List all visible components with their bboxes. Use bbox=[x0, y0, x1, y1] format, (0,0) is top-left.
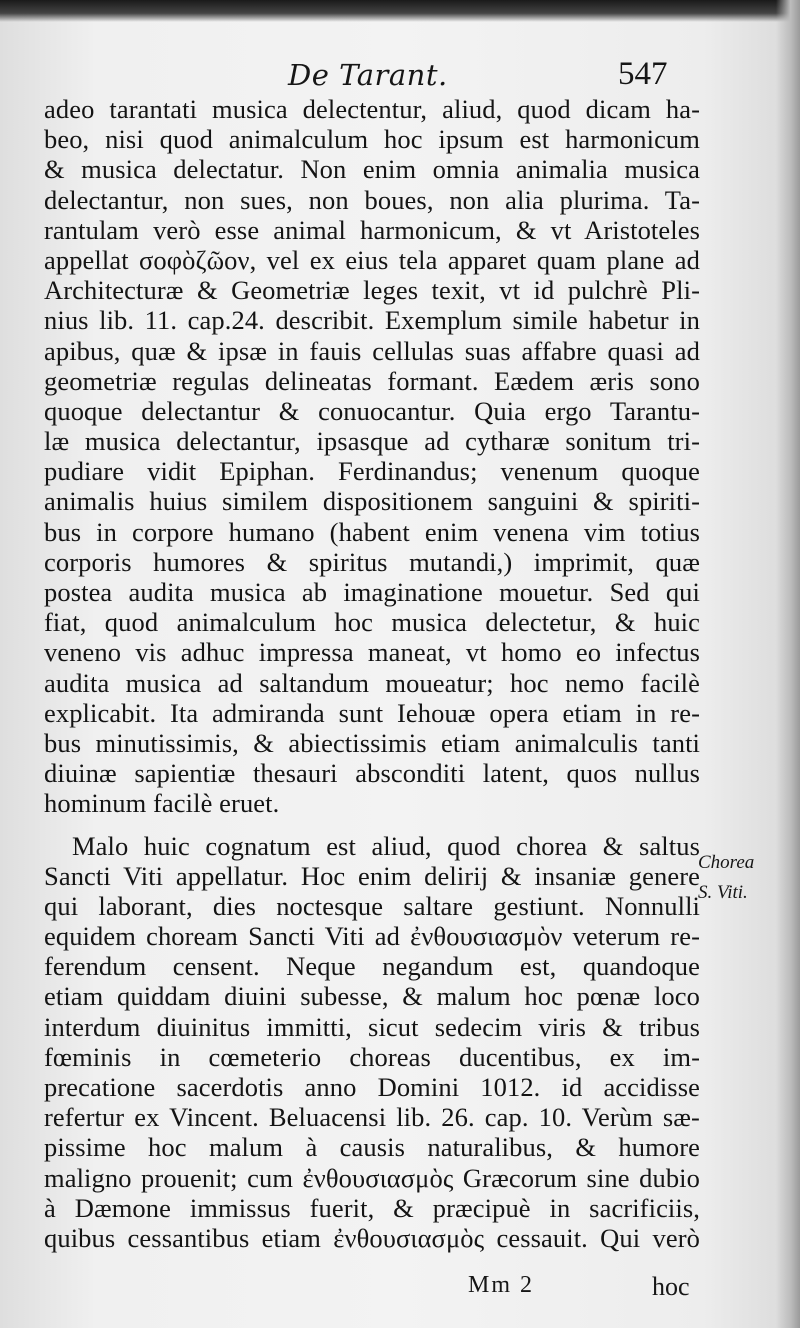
text-line: etiam quiddam diuini subesse, & malum hoc pœnæ loco bbox=[44, 981, 700, 1012]
text-line: precatione sacerdotis anno Domini 1012. id accidisse bbox=[44, 1072, 700, 1102]
text-line: bus minutissimis, & abiectissimis etiam animalculis tanti bbox=[44, 727, 700, 758]
text-line: læ musica delectantur, ipsasque ad cytharæ sonitum tri- bbox=[44, 426, 700, 457]
text-line: maligno prouenit; cum ἐνθουσιασμὸς Græcorum sine dubio bbox=[44, 1162, 700, 1193]
paragraph-tarantula bbox=[44, 94, 700, 819]
text-line: & musica delectatur. Non enim omnia animalia musica bbox=[44, 154, 700, 185]
margin-note-line: S. Viti. bbox=[698, 882, 748, 903]
text-line: pissime hoc malum à causis naturalibus, & humore bbox=[44, 1132, 700, 1163]
text-line: audita musica ad saltandum moueatur; hoc nemo facilè bbox=[44, 667, 700, 698]
text-line: hominum facilè eruet. bbox=[44, 788, 280, 819]
text-line: refertur ex Vincent. Beluacensi lib. 26. cap. 10. Verùm sæ- bbox=[44, 1102, 700, 1133]
page-header bbox=[0, 56, 800, 96]
text-line: qui laborant, dies noctesque saltare gestiunt. Nonnulli bbox=[44, 890, 700, 921]
text-line: appellat σοφὸζῶον, vel ex eius tela apparet quam plane ad bbox=[44, 244, 700, 275]
text-line: fiat, quod animalculum hoc musica delectetur, & huic bbox=[44, 607, 700, 638]
text-line: Sancti Viti appellatur. Hoc enim delirij & insaniæ genere bbox=[44, 860, 700, 891]
paragraph-chorea bbox=[44, 831, 700, 1254]
bleed-through-text bbox=[750, 1040, 800, 1112]
text-line: veneno vis adhuc impressa maneat, vt homo eo infectus bbox=[44, 637, 700, 668]
text-line: adeo tarantati musica delectentur, aliud, quod dicam ha- bbox=[44, 94, 700, 124]
text-line: ferendum censent. Neque negandum est, quandoque bbox=[44, 951, 700, 982]
scan-top-edge bbox=[0, 0, 800, 22]
paragraph-gap bbox=[44, 819, 700, 831]
text-line: diuinæ sapientiæ thesauri absconditi latent, quos nullus bbox=[44, 758, 700, 789]
text-line: explicabit. Ita admiranda sunt Iehouæ opera etiam in re- bbox=[44, 697, 700, 728]
running-head: De Tarant. bbox=[288, 58, 448, 92]
main-text bbox=[44, 94, 700, 1253]
page-footer bbox=[0, 1272, 800, 1306]
text-line: postea audita musica ab imaginatione mouetur. Sed qui bbox=[44, 577, 700, 607]
text-line: à Dæmone immissus fuerit, & præcipuè in sacrificiis, bbox=[44, 1192, 700, 1223]
text-line: equidem choream Sancti Viti ad ἐνθουσιασμὸν veterum re- bbox=[44, 921, 700, 952]
text-line: interdum diuinitus immitti, sicut sedecim viris & tribus bbox=[44, 1011, 700, 1042]
text-line: pudiare vidit Epiphan. Ferdinandus; venenum quoque bbox=[44, 456, 700, 487]
text-line: rantulam verò esse animal harmonicum, & vt Aristoteles bbox=[44, 214, 700, 245]
text-line: fœminis in cœmeterio choreas ducentibus, ex im- bbox=[44, 1041, 700, 1072]
text-line: beo, nisi quod animalculum hoc ipsum est harmonicum bbox=[44, 124, 700, 155]
signature-mark: Mm 2 bbox=[468, 1272, 535, 1298]
text-line: Malo huic cognatum est aliud, quod chorea & saltus bbox=[72, 830, 700, 861]
text-line: apibus, quæ & ipsæ in fauis cellulas suas affabre quasi ad bbox=[44, 335, 700, 366]
page-number: 547 bbox=[618, 56, 668, 92]
text-line: geometriæ regulas delineatas formant. Eædem æris sono bbox=[44, 365, 700, 396]
text-line: nius lib. 11. cap.24. describit. Exemplum simile habetur in bbox=[44, 305, 700, 336]
text-line: delectantur, non sues, non boues, non alia plurima. Ta- bbox=[44, 184, 700, 215]
text-line: quibus cessantibus etiam ἐνθουσιασμὸς cessauit. Qui verò bbox=[44, 1222, 700, 1253]
scan-right-edge bbox=[776, 0, 800, 1328]
margin-note-line: Chorea bbox=[698, 852, 755, 873]
catchword: hoc bbox=[652, 1272, 690, 1301]
text-line: corporis humores & spiritus mutandi,) imprimit, quæ bbox=[44, 546, 700, 577]
text-line: bus in corpore humano (habent enim venena vim totius bbox=[44, 516, 700, 547]
text-line: quoque delectantur & conuocantur. Quia ergo Tarantu- bbox=[44, 395, 700, 426]
text-line: Architecturæ & Geometriæ leges texit, vt id pulchrè Pli- bbox=[44, 275, 700, 306]
text-line: animalis huius similem dispositionem sanguini & spiriti- bbox=[44, 486, 700, 517]
margin-note bbox=[698, 848, 794, 908]
